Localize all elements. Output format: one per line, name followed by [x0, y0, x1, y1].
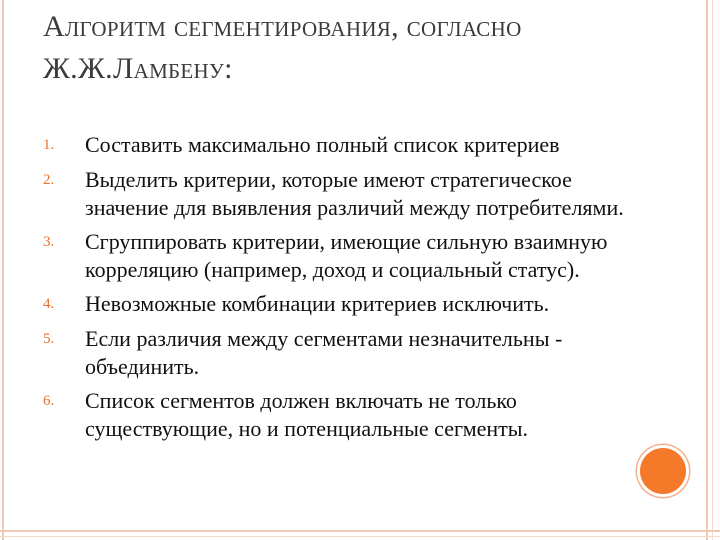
algorithm-steps-list [43, 130, 643, 448]
list-item-text: Невозможные комбинации критериев исключить. [85, 291, 550, 316]
frame-bottom-line [0, 530, 720, 532]
list-item [43, 227, 643, 284]
list-item-text: Если различия между сегментами незначительны - объединить. [85, 326, 563, 379]
list-item [43, 386, 643, 443]
list-item-number: 6. [43, 393, 55, 409]
decorative-orange-circle [640, 448, 686, 494]
frame-left-line [2, 0, 4, 540]
list-item-text: Список сегментов должен включать не только существующие, но и потенциальные сегменты. [85, 388, 529, 441]
list-item-number: 4. [43, 296, 55, 312]
list-item-number: 2. [43, 172, 55, 188]
list-item-text: Сгруппировать критерии, имеющие сильную взаимную корреляцию (например, доход и социальный статус). [85, 229, 608, 282]
frame-bottom-line-outer [0, 536, 720, 537]
slide-title-line-2: Ж.Ж.Ламбену: [43, 52, 233, 85]
list-item-text: Составить максимально полный список критериев [85, 132, 560, 157]
list-item [43, 289, 643, 319]
list-item [43, 130, 643, 160]
list-item-text: Выделить критерии, которые имеют стратегическое значение для выявления различий между потребителями. [85, 167, 624, 220]
slide-title-line-1: Алгоритм сегментирования, согласно [43, 10, 522, 43]
list-item-number: 5. [43, 331, 55, 347]
list-item-number: 1. [43, 137, 55, 153]
list-item [43, 324, 643, 381]
slide-title [43, 6, 663, 90]
list-item-number: 3. [43, 234, 55, 250]
list-item [43, 165, 643, 222]
frame-right-line [706, 0, 708, 540]
frame-right-line-outer [712, 0, 713, 540]
